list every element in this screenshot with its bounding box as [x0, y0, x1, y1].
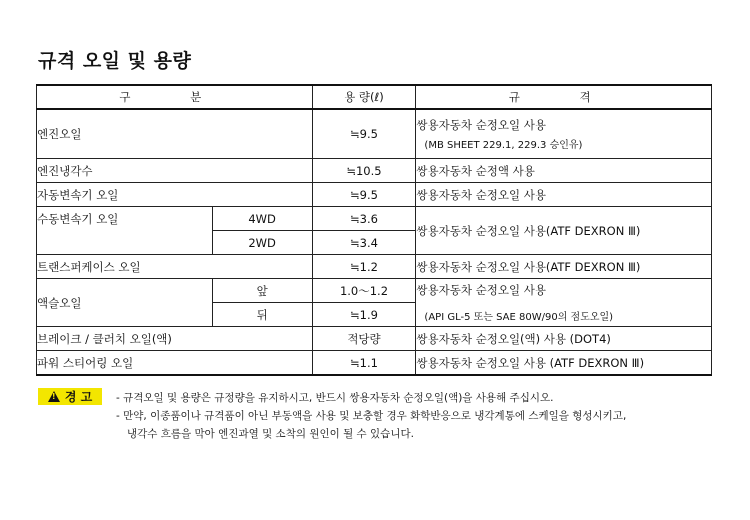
warning-label: 경 고: [64, 390, 93, 404]
row-spec: 쌍용자동차 순정오일 사용(ATF DEXRON Ⅲ): [416, 207, 712, 255]
row-spec-note: (API GL-5 또는 SAE 80W/90의 점도오일): [424, 312, 614, 323]
row-spec: 쌍용자동차 순정오일(액) 사용 (DOT4): [416, 327, 712, 351]
row-spec-note: (MB SHEET 229.1, 229.3 승인유): [424, 140, 583, 151]
row-spec: 쌍용자동차 순정오일 사용(ATF DEXRON Ⅲ): [416, 255, 712, 279]
row-capacity: ≒10.5: [312, 159, 416, 183]
table-row: [37, 109, 712, 159]
warning-text: [116, 389, 626, 443]
row-spec: 쌍용자동차 순정액 사용: [416, 159, 712, 183]
table-row: [37, 207, 712, 231]
row-capacity: ≒1.9: [312, 303, 416, 327]
header-category: 구 분: [37, 85, 313, 109]
row-name: 자동변속기 오일: [37, 183, 313, 207]
row-capacity: ≒1.1: [312, 351, 416, 376]
table-row: [37, 255, 712, 279]
warning-line: - 만약, 이종품이나 규격품이 아닌 부동액을 사용 및 보충할 경우 화학반응으로 냉각계통에 스케일을 형성시키고,: [116, 410, 627, 422]
table-row: [37, 183, 712, 207]
table-row: [37, 279, 712, 303]
row-spec-cell: [416, 279, 712, 327]
row-capacity: ≒9.5: [312, 109, 416, 159]
table-row: [37, 159, 712, 183]
spec-table: [36, 84, 712, 376]
row-capacity: ≒3.6: [312, 207, 416, 231]
warning-line: - 규격오일 및 용량은 규정량을 유지하시고, 반드시 쌍용자동차 순정오일(액)을 사용해 주십시오.: [116, 392, 554, 404]
warning-badge: [38, 388, 102, 405]
row-name: 브레이크 / 클러치 오일(액): [37, 327, 313, 351]
row-capacity: ≒1.2: [312, 255, 416, 279]
row-subtype: 4WD: [212, 207, 312, 231]
row-spec: 쌍용자동차 순정오일 사용: [416, 283, 546, 297]
row-name: 엔진오일: [37, 109, 313, 159]
row-capacity: ≒3.4: [312, 231, 416, 255]
page-title: 규격 오일 및 용량: [38, 50, 192, 72]
row-subtype: 앞: [212, 279, 312, 303]
row-name: 엔진냉각수: [37, 159, 313, 183]
table-row: [37, 351, 712, 376]
row-spec-cell: [416, 109, 712, 159]
header-spec: 규 격: [416, 85, 712, 109]
warning-triangle-icon: [48, 391, 60, 402]
row-spec: 쌍용자동차 순정오일 사용: [416, 183, 712, 207]
header-capacity: 용 량(ℓ): [312, 85, 416, 109]
row-capacity: 1.0～1.2: [312, 279, 416, 303]
warning-line: 냉각수 흐름을 막아 엔진과열 및 소착의 원인이 될 수 있습니다.: [127, 428, 414, 440]
row-subtype: 2WD: [212, 231, 312, 255]
table-header-row: [37, 85, 712, 109]
row-name: 액슬오일: [37, 279, 213, 327]
row-subtype: 뒤: [212, 303, 312, 327]
row-capacity: 적당량: [312, 327, 416, 351]
row-spec: 쌍용자동차 순정오일 사용: [416, 118, 546, 132]
row-name: 파워 스티어링 오일: [37, 351, 313, 376]
table-row: [37, 327, 712, 351]
row-name: 수동변속기 오일: [37, 207, 213, 255]
row-name: 트랜스퍼케이스 오일: [37, 255, 313, 279]
row-capacity: ≒9.5: [312, 183, 416, 207]
row-spec: 쌍용자동차 순정오일 사용 (ATF DEXRON Ⅲ): [416, 351, 712, 376]
